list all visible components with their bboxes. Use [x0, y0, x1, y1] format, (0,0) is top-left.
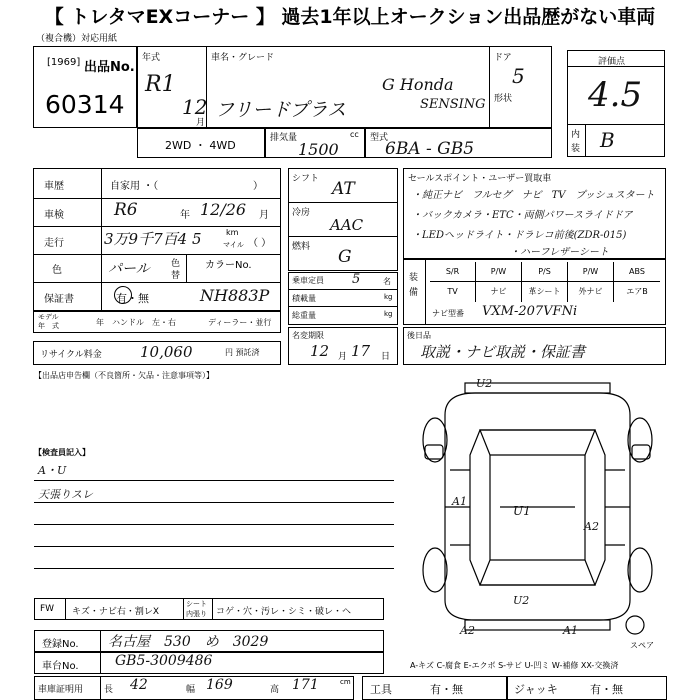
lot-number-label: 出品No.	[84, 60, 135, 75]
mileage-unit-mile: マイル	[223, 241, 244, 249]
warranty-value: 有・無	[116, 292, 149, 305]
spare-label: スペア	[630, 641, 654, 650]
sales-point-4: ・ハーフレザーシート	[510, 247, 609, 258]
color-value: パール	[108, 261, 150, 277]
model-row-label2: 年 式	[38, 322, 59, 330]
registration-label: 登録No.	[42, 639, 79, 650]
color-code-value: NH883P	[200, 286, 270, 305]
registration-value: 名古屋 530 め 3029	[108, 634, 269, 650]
ac-label: 冷房	[292, 208, 311, 218]
windshield	[480, 430, 595, 455]
warranty-label: 保証書	[44, 294, 74, 305]
equipment-item: TV	[430, 282, 476, 302]
tools-label: 工具	[370, 683, 392, 696]
mileage-unit: km	[226, 228, 239, 237]
sales-points-label: セールスポイント・ユーザー買取車	[408, 174, 552, 184]
name-change-day: 17	[351, 342, 371, 360]
equipment-item: 外ナビ	[568, 282, 614, 302]
car-model: フリードプラス	[215, 99, 347, 121]
drive-label: 2WD ・ 4WD	[165, 139, 236, 152]
year-label: 年式	[142, 53, 161, 63]
sales-point-1: ・純正ナビ フルセグ ナビ TV プッシュスタート	[412, 190, 655, 201]
equipment-item: S/R	[430, 262, 476, 282]
inspection-month-day: 12/26	[200, 200, 247, 219]
capacity-value: 5	[352, 272, 361, 287]
name-change-day-unit: 日	[381, 352, 391, 362]
recycle-unit: 円 預託済	[225, 348, 260, 357]
damage-mark-u2-rear: U2	[513, 594, 530, 607]
inspector-note-1: A・U	[38, 464, 67, 477]
equipment-item: エアB	[626, 287, 648, 296]
auction-banner: 【 トレタマEXコーナー 】 過去1年以上オークション出品歴がない車両	[0, 0, 700, 34]
lot-year-tag: [1969]	[47, 57, 81, 68]
damage-mark-u1-roof: U1	[513, 504, 531, 518]
later-notes-value: 取説・ナビ取説・保証書	[420, 343, 586, 361]
wheel-rear-left	[423, 548, 447, 592]
model-code-label: 型式	[370, 133, 389, 143]
rating-label: 評価点	[598, 57, 626, 67]
tools-value: 有・無	[430, 683, 463, 696]
capacity-label: 乗車定員	[292, 276, 324, 285]
lot-number: 60314	[45, 90, 125, 119]
chassis-label: 車台No.	[42, 661, 79, 672]
inspector-label: 【検査員記入】	[34, 448, 90, 457]
history-value: 自家用 ・（	[110, 181, 159, 192]
displacement-label: 排気量	[270, 133, 298, 143]
sheet-label-1: シート	[186, 600, 207, 608]
doors-value: 5	[512, 64, 525, 88]
year-value: R1	[145, 72, 176, 97]
name-change-month-unit: 月	[338, 352, 348, 362]
inspection-era: R6	[114, 200, 138, 220]
history-label: 車歴	[44, 181, 64, 192]
sales-point-2: ・バックカメラ・ETC・両側パワースライドドア	[412, 210, 633, 221]
weight-unit: kg	[384, 310, 393, 318]
mileage-label: 走行	[44, 238, 64, 249]
name-change-label: 名変期限	[292, 331, 324, 340]
sales-point-3: ・LEDヘッドライト・ドラレコ前後(ZDR-015)	[412, 230, 627, 241]
cert-height-label: 高	[270, 685, 280, 695]
shape-label: 形状	[494, 94, 513, 104]
color-label: 色	[52, 265, 62, 276]
equipment-label-1: 装	[409, 273, 419, 283]
cert-width-label: 幅	[186, 685, 196, 695]
shift-value: AT	[332, 179, 355, 199]
cert-length: 42	[130, 677, 148, 693]
interior-label-2: 装	[571, 144, 581, 154]
name-label: 車名・グレード	[211, 53, 275, 63]
interior-score: B	[600, 128, 615, 152]
model-row-dealer: ディーラー・並行	[208, 318, 272, 327]
color-change-2: 替	[171, 271, 181, 281]
inspection-label: 車検	[44, 210, 64, 221]
rear-window	[480, 560, 595, 585]
mileage-paren: （ ）	[248, 238, 272, 249]
mileage-value: 3万9千7百4 5	[104, 230, 202, 248]
damage-mark-a1-rear-right: A1	[563, 624, 578, 637]
later-notes-label: 後日品	[407, 331, 431, 340]
damage-mark-u2-front: U2	[476, 377, 493, 390]
navi-model-value: VXM-207VFNi	[482, 304, 578, 319]
model-row-handle: 年 ハンドル 左・右	[96, 318, 176, 327]
color-code-label: カラーNo.	[205, 260, 252, 271]
shift-label: シフト	[292, 174, 320, 184]
displacement-unit: cc	[350, 130, 359, 139]
wheel-front-left	[423, 418, 447, 462]
equipment-item: P/S	[522, 262, 568, 282]
name-change-month: 12	[310, 342, 330, 360]
declaration-label: 【出品店申告欄（不良箇所・欠品・注意事項等）】	[34, 371, 214, 380]
equipment-item: P/W	[568, 262, 614, 282]
rating-score: 4.5	[588, 75, 643, 115]
doors-label: ドア	[494, 53, 512, 63]
damage-legend: A-キズ C-腐食 E-エクボ S-サビ U-凹ミ W-補修 XX-交換済	[410, 661, 619, 670]
damage-mark-a2-right: A2	[584, 520, 599, 533]
inspector-note-2: 天張りスレ	[38, 488, 93, 501]
damage-mark-a2-rear-left: A2	[460, 624, 475, 637]
car-damage-diagram	[405, 375, 670, 645]
jack-label: ジャッキ	[514, 683, 558, 696]
sheet-items: コゲ・穴・汚レ・シミ・破レ・ヘ	[216, 607, 352, 617]
weight-label: 総重量	[292, 311, 316, 320]
model-row-label1: モデル	[38, 313, 59, 321]
color-change-1: 色	[171, 259, 181, 269]
inspection-year-unit: 年	[180, 210, 190, 221]
year-month: 12	[182, 95, 208, 119]
chassis-value: GB5-3009486	[115, 653, 213, 669]
fw-items: キズ・ナビ右・割レX	[72, 607, 159, 617]
fw-label: FW	[40, 604, 55, 614]
equipment-item: 革シート	[522, 282, 568, 302]
capacity-unit: 名	[383, 277, 391, 286]
year-month-unit: 月	[196, 118, 206, 128]
fuel-label: 燃料	[292, 242, 311, 252]
cert-height: 171	[292, 677, 319, 693]
car-grade-line2: SENSING	[420, 97, 486, 112]
wheel-front-right	[628, 418, 652, 462]
interior-label-1: 内	[571, 130, 581, 140]
recycle-value: 10,060	[140, 343, 193, 361]
cert-width: 169	[206, 677, 233, 693]
load-unit: kg	[384, 293, 393, 301]
model-code-value: 6BA - GB5	[385, 139, 475, 159]
recycle-label: リサイクル料金	[40, 350, 102, 360]
car-grade-line1: G Honda	[382, 75, 454, 94]
inspection-month-unit: 月	[259, 210, 269, 221]
equipment-item: P/W	[476, 262, 522, 282]
cert-label: 車庫証明用	[38, 685, 84, 695]
sheet-label-2: 内張り	[186, 610, 207, 618]
equipment-item: ナビ	[476, 282, 522, 302]
damage-mark-a1-left: A1	[452, 495, 467, 508]
equipment-label-2: 備	[409, 288, 419, 298]
rear-bumper	[465, 620, 610, 630]
load-label: 積載量	[292, 294, 316, 303]
navi-model-label: ナビ型番	[432, 309, 464, 318]
history-close: ）	[253, 181, 263, 192]
equipment-item: ABS	[614, 262, 660, 282]
displacement-value: 1500	[298, 140, 339, 159]
jack-value: 有・無	[590, 683, 623, 696]
cert-unit: cm	[340, 678, 351, 686]
fuel-value: G	[338, 247, 352, 267]
cert-length-label: 長	[104, 685, 114, 695]
paper-note: （複合機）対応用紙	[36, 34, 118, 44]
wheel-rear-right	[628, 548, 652, 592]
warranty-circle	[114, 286, 132, 304]
ac-value: AAC	[330, 216, 364, 234]
